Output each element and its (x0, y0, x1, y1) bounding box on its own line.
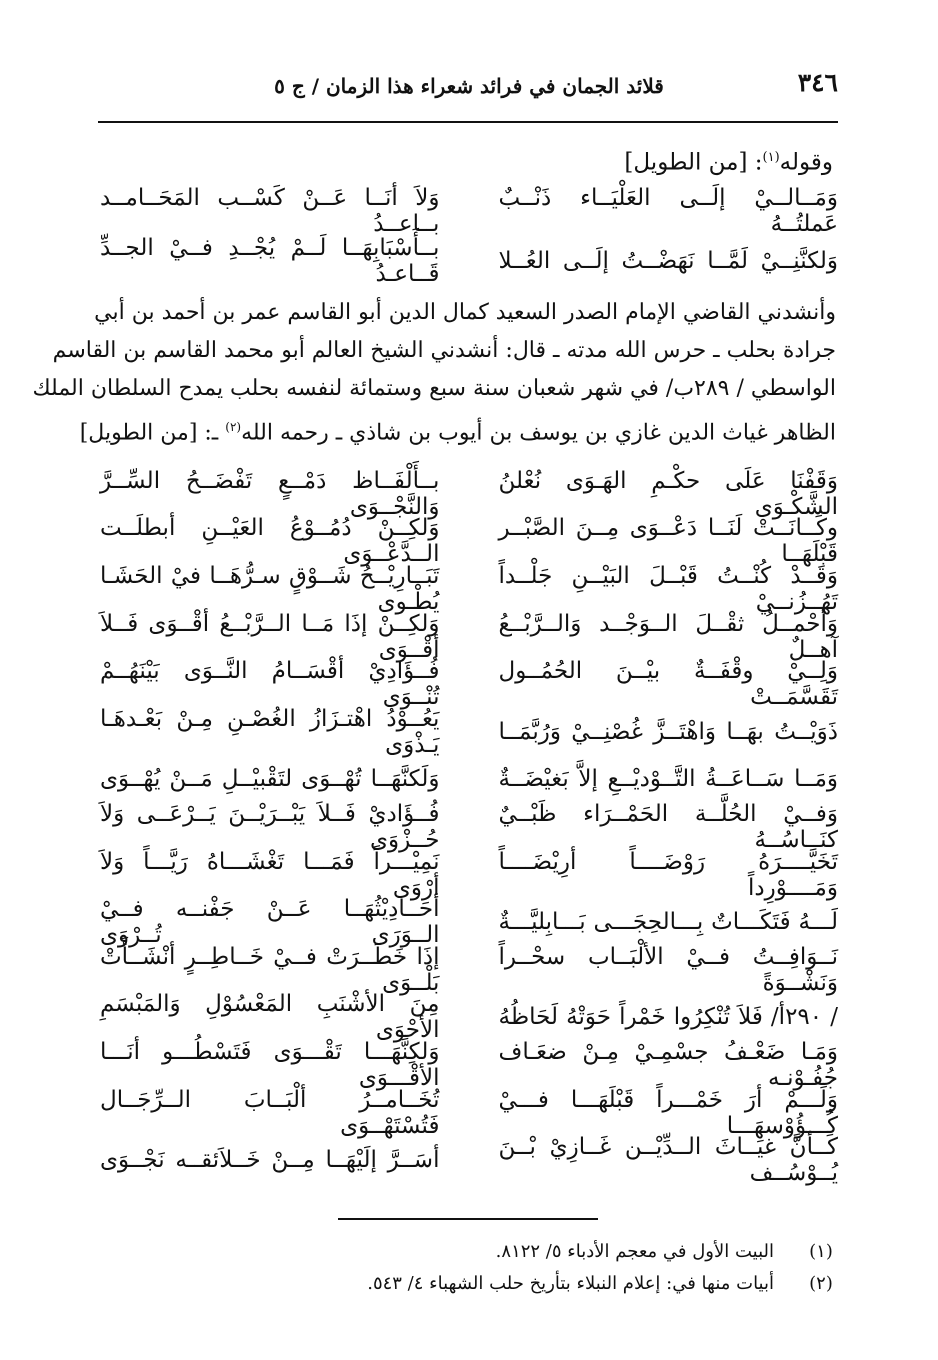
verse-line (100, 1086, 838, 1139)
verse-second-hemistich: وَلَكنَّهَــا تُهْــوَى لتَقْبيْــلِ مَــنْ يُهْــوَى (100, 766, 440, 793)
verse-second-hemistich: فُــؤَادِيْ أقْسَــامُ النَّــوَى بَيْنَهُــمْ تُنْــوَى (100, 658, 440, 711)
meter-label: : [من الطويل] (624, 149, 763, 176)
verse-first-hemistich: وكَــانَــتْ لَنَــا دَعْــوَى مِــنَ الصَّبْــر قَبْلَهَــا (498, 515, 838, 568)
verse-line (100, 1038, 838, 1091)
footnote-text: أبيات منها في: إعلام النبلاء بتأريخ حلب الشهباء ٤/ ٥٤٣. (367, 1273, 774, 1294)
verse-line (100, 236, 838, 286)
verse-line (100, 991, 838, 1044)
footnote-text: البيت الأول في معجم الأدباء ٥/ ٨١٢٢. (495, 1241, 774, 1262)
verse-first-hemistich: وَقَفْنَا عَلَى حكْـمِ الهَـوَى نُعْلنُ الشَّكْـوَى (498, 467, 838, 520)
verse-first-hemistich: وَأحْمــلُ ثقْــلَ الــوَجْــد وَالــرَّبْــعُ آهــلٌ (498, 610, 838, 663)
meter-label: ـ: [من الطويل] (79, 420, 226, 446)
verse-first-hemistich: نَــوَافِــتُ فــيْ الألْبَــاب سحْــراً وَنَشْــوَةً (498, 943, 838, 996)
verse-second-hemistich: وَلكِــنْ إذَا مَــا الــرَّبْــعُ أقْــوَى فَــلاَ أقْــوَى (100, 610, 440, 663)
verse-first-hemistich: وَلكنَّنِــيْ لَمَّــا نَهَضْــتُ إلَــى العُــلا (498, 248, 838, 274)
verse-second-hemistich: تَبَــارِيْــحُ شَــوْقٍ سـرُّهَــا فيْ الحَشَـا يُطْـوى (100, 562, 440, 615)
verse-first-hemistich: وَلِــيْ وقْفَــةٌ بيْــنَ الحُمُــول تَقَسَّمَــتْ (498, 658, 838, 711)
verse-second-hemistich: أسَــرَّ إلَيْهَــا مِــنْ خَــلاَئقــه نَجْــوَى (100, 1147, 440, 1174)
verse-line (100, 1134, 838, 1187)
verse-line (100, 562, 838, 615)
prose-line: وأنشدني القاضي الإمام الصدر السعيد كمال الدين أبو القاسم عمر بن أحمد بن أبي (94, 300, 836, 325)
verse-line (100, 610, 838, 663)
verse-first-hemistich: لَـــهُ فَتَكَـــاتٌ بِـــالحِجَـــى بَـــابِليَّـــةٌ (498, 909, 838, 936)
verse-second-hemistich: أحَــادِيْثُهَــا عَــنْ جَفْنــه فــيْ الــوَرَى تُــرْوَى (100, 896, 440, 949)
page-header (100, 68, 838, 108)
verse-second-hemistich: وَلكِــنْ دُمُــوْعُ العَيْــنِ أبطلَــت الــدَّعْــوَى (100, 515, 440, 568)
page-number: ٣٤٦ (797, 68, 838, 97)
footnote-ref: (١) (762, 150, 780, 165)
footnote-number: (٢) (809, 1273, 833, 1294)
footnotes (100, 1236, 838, 1300)
verses-second-poem (100, 467, 838, 1187)
verse-first-hemistich: وَمَـا ضَعْـفُ جسْمِـيْ مِـنْ ضعَـاف جُفُـوْنـه (498, 1038, 838, 1091)
verse-first-hemistich: ذَوَيْــتُ بهَــا وَاهْتَــزَّ غُصْنِــيْ وَرُبَّمَــا (498, 718, 838, 745)
footnote-number: (١) (809, 1241, 833, 1262)
verse-line (100, 943, 838, 996)
poem-intro (100, 140, 833, 181)
header-divider (98, 121, 838, 123)
verse-second-hemistich: وَلاَ أنَــا عَــنْ كَسْــب المَحَــامــد بــاعــدُ (100, 185, 440, 237)
verse-line (100, 896, 838, 949)
verse-second-hemistich: بــأَلْفَــاظ دَمْــعٍ تَفْضَــحُ السِّــرَّ وَالنَّجْــوَى (100, 467, 440, 520)
verse-first-hemistich: كَــأنَّ غيَــاثَ الــدِّيْــن غَــازِيْ بْــنَ يُــوْسُــف (498, 1134, 838, 1187)
verse-second-hemistich: نَمِيْـــراً فَمَـــا تَغْشَـــاهُ رَيَّـــاً وَلاَ أرْوَى (100, 848, 440, 901)
verse-first-hemistich: / ٢٩٠أ/ فَلاَ تُنْكِرُوا خَمْراً حَوَتْهُ لَحَاظُهُ (498, 1004, 838, 1031)
verse-first-hemistich: تَخَيَّــــرَهُ رَوْضَــــاً أرِيْضَــــاً وَمَــــوْرِداً (498, 848, 838, 901)
verse-second-hemistich: إذَا خَطَــرَتْ فــيْ خَــاطِــرٍ أنْشَــأَتْ بَلْــوَى (100, 943, 440, 996)
prose-paragraph (32, 294, 836, 452)
verse-second-hemistich: تُخَــامــرُ ألْبَــابَ الــرِّجَــال فَتُسْتَهْــوَى (100, 1086, 440, 1139)
verse-second-hemistich: بــأَسْبَابِهَــا لَــمْ يُجْــدِ فــيْ الجــدِّ قَــاعـدُ (100, 235, 440, 287)
footnote (100, 1236, 838, 1268)
verse-line (100, 186, 838, 236)
verse-second-hemistich: فُــؤَاديْ فَــلاَ يَبْــرَيْــنَ يَــرْعَــى وَلاَ حُــزْوَى (100, 800, 440, 853)
verse-first-hemistich: وَقَــدْ كُنْــتُ قَبْــلَ البَيْــنِ جَلْــداً تَهُــزُنــيْ (498, 562, 838, 615)
running-title: قلائد الجمان في فرائد شعراء هذا الزمان / ج ٥ (274, 74, 664, 98)
verse-line (100, 800, 838, 853)
verse-line (100, 705, 838, 758)
prose-line: الواسطي / ٢٨٩ب/ في شهر شعبان سنة سبع وستمائة لنفسه بحلب يمدح السلطان الملك (32, 376, 836, 401)
verse-line (100, 848, 838, 901)
verse-line (100, 515, 838, 568)
footnote-ref: (٢) (225, 420, 242, 434)
prose-text: الظاهر غياث الدين غازي بن يوسف بن أيوب بن شاذي ـ رحمه الله (241, 420, 836, 446)
footnote (100, 1268, 838, 1300)
verses-first-poem (100, 186, 838, 286)
verse-line (100, 756, 838, 804)
verse-first-hemistich: وَلَـــمْ أرَ خَمْـــراً قَبْلَهَـــا فـــيْ كُـــؤُوْسهَـــا (498, 1086, 838, 1139)
verse-second-hemistich: مِنَ الأشْنَبِ المَعْسُوْلِ وَالمَبْسَمِ الأحْوَى (100, 991, 440, 1044)
verse-first-hemistich: وَمَــا سَــاعَــةُ التَّــوْديْــعِ إلاَّ بَغيْضَــةٌ (498, 766, 838, 793)
verse-line (100, 658, 838, 711)
verse-second-hemistich: يَعُــوْدُ اهْتـزَازُ الغُصْـنِ مِـنْ بَعْـدهَـا يَـذْوَى (100, 705, 440, 758)
verse-line (100, 467, 838, 520)
prose-line: جرادة بحلب ـ حرس الله مدته ـ قال: أنشدني الشيخ العالم أبو محمد القاسم بن القاسم (52, 338, 836, 363)
verse-first-hemistich: وَمَــالــيْ إلَــى العَلْيَــاء ذَنْــبٌ عَملتُــهُ (498, 185, 838, 237)
verse-first-hemistich: وَفــيْ الحُلَّــة الحَمْــرَاء ظَبْــيٌ كنَــاسُــهُ (498, 800, 838, 853)
intro-text: وقوله (779, 149, 833, 176)
footnote-divider (338, 1218, 598, 1220)
prose-line (79, 408, 836, 452)
verse-second-hemistich: وَلكِنَّهَـــا تَقْـــوَى فَتَسْطُـــو أنَـــا الأقْـــوَى (100, 1038, 440, 1091)
